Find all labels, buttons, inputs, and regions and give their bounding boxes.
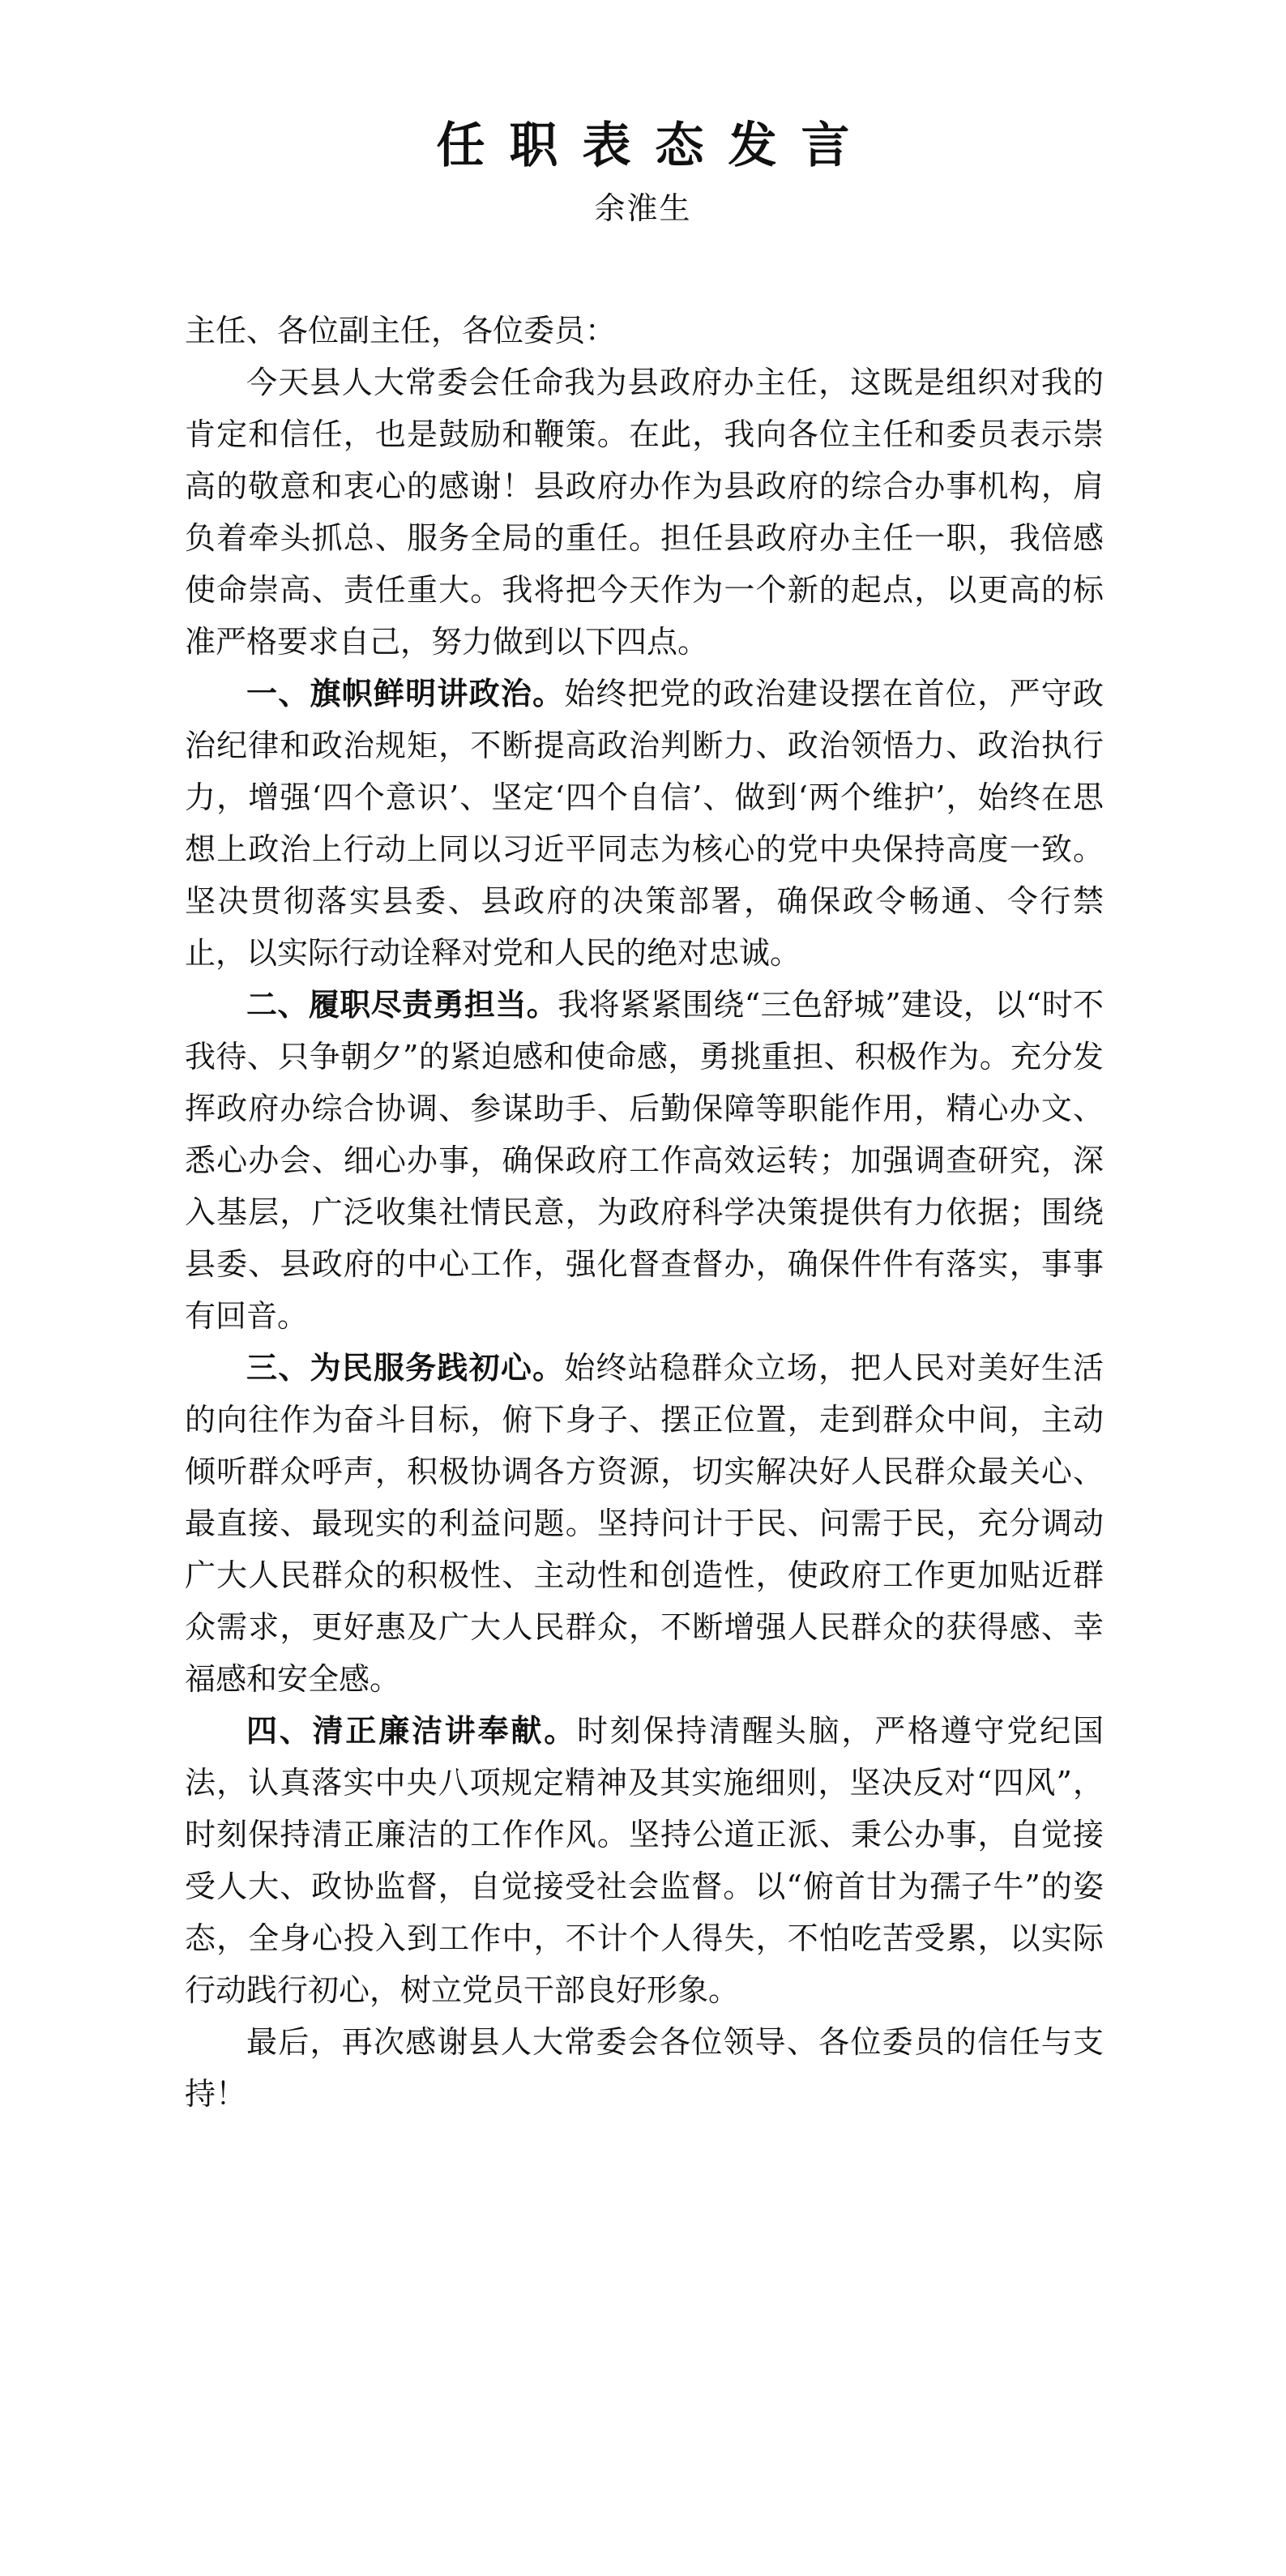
- point-heading: 二、履职尽责勇担当。: [246, 986, 558, 1023]
- closing-paragraph: 最后，再次感谢县人大常委会各位领导、各位委员的信任与支持！: [185, 2024, 1104, 2112]
- point-paragraph-4: [185, 1705, 1104, 2016]
- point-heading: 一、旗帜鲜明讲政治。: [246, 675, 565, 711]
- intro-paragraph: 今天县人大常委会任命我为县政府办主任，这既是组织对我的肯定和信任，也是鼓励和鞭策。在此，我向各位主任和委员表示崇高的敬意和衷心的感谢！县政府办作为县政府的综合办事机构，肩负着牵头抓总、服务全局的重任。担任县政府办主任一职，我倍感使命崇高、责任重大。我将把今天作为一个新的起点，以更高的标准严格要求自己，努力做到以下四点。: [185, 365, 1104, 660]
- point-text: 始终站稳群众立场，把人民对美好生活的向往作为奋斗目标，俯下身子、摆正位置，走到群众中间，主动倾听群众呼声，积极协调各方资源，切实解决好人民群众最关心、最直接、最现实的利益问题。坚持问计于民、问需于民，充分调动广大人民群众的积极性、主动性和创造性，使政府工作更加贴近群众需求，更好惠及广大人民群众，不断增强人民群众的获得感、幸福感和安全感。: [185, 1350, 1104, 1697]
- point-paragraph-2: [185, 979, 1104, 1342]
- document-title: 任职表态发言: [436, 117, 874, 174]
- point-heading: 三、为民服务践初心。: [246, 1349, 565, 1386]
- point-text: 始终把党的政治建设摆在首位，严守政治纪律和政治规矩，不断提高政治判断力、政治领悟力、政治执行力，增强‘四个意识’、坚定‘四个自信’、做到‘两个维护’，始终在思想上政治上行动上同以习近平同志为核心的党中央保持高度一致。坚决贯彻落实县委、县政府的决策部署，确保政令畅通、令行禁止，以实际行动诠释对党和人民的绝对忠诚。: [185, 676, 1104, 971]
- point-text: 我将紧紧围绕“三色舒城”建设，以“时不我待、只争朝夕”的紧迫感和使命感，勇挑重担、积极作为。充分发挥政府办综合协调、参谋助手、后勤保障等职能作用，精心办文、悉心办会、细心办事，确保政府工作高效运转；加强调查研究，深入基层，广泛收集社情民意，为政府科学决策提供有力依据；围绕县委、县政府的中心工作，强化督查督办，确保件件有落实，事事有回音。: [185, 987, 1104, 1334]
- author-name: 余淮生: [594, 190, 692, 226]
- point-paragraph-1: [185, 668, 1104, 979]
- salutation: 主任、各位副主任，各位委员：: [185, 313, 617, 348]
- point-text: 时刻保持清醒头脑，严格遵守党纪国法，认真落实中央八项规定精神及其实施细则，坚决反对“四风”，时刻保持清正廉洁的工作作风。坚持公道正派、秉公办事，自觉接受人大、政协监督，自觉接受社会监督。以“俯首甘为孺子牛”的姿态，全身心投入到工作中，不计个人得失，不怕吃苦受累，以实际行动践行初心，树立党员干部良好形象。: [185, 1713, 1104, 2008]
- point-paragraph-3: [185, 1342, 1104, 1705]
- document-body: [185, 305, 1104, 2120]
- point-heading: 四、清正廉洁讲奉献。: [246, 1712, 577, 1749]
